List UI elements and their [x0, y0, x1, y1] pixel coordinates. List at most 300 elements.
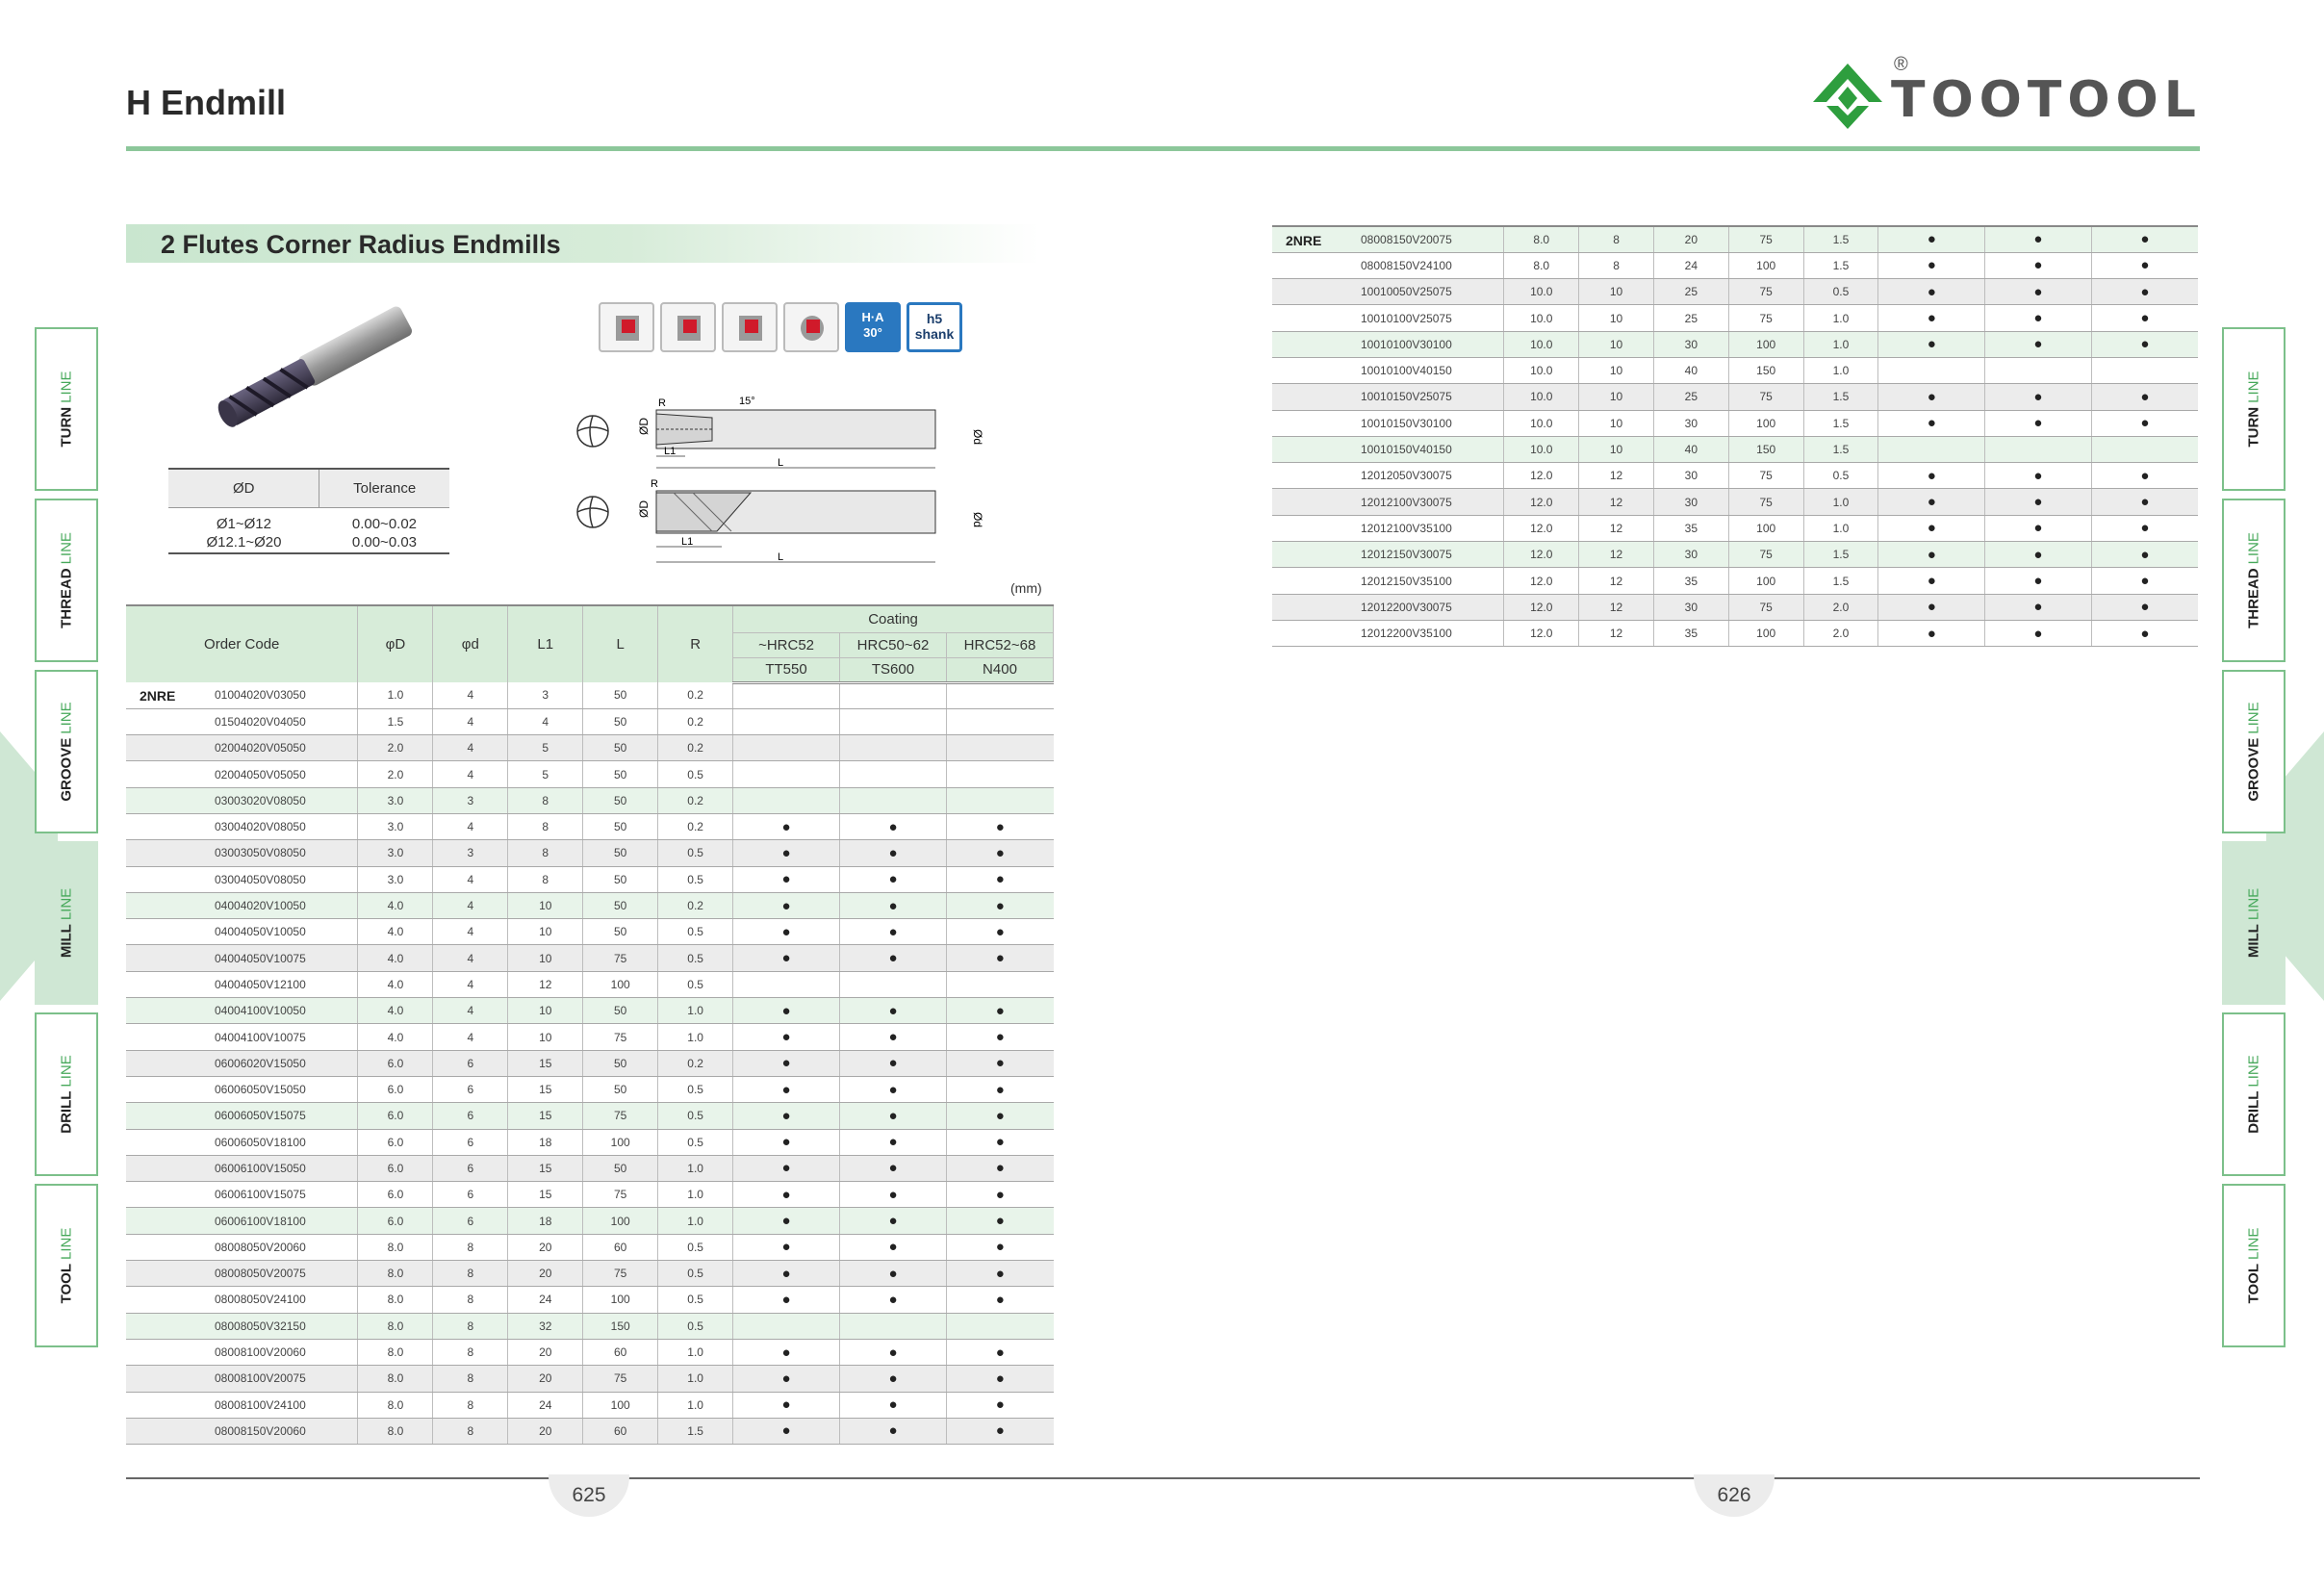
dimension-cell: 24 — [1653, 252, 1728, 278]
order-code-value: 02004020V05050 — [215, 741, 306, 756]
unit-label: (mm) — [1010, 580, 1042, 596]
availability-cell: ● — [946, 840, 1053, 866]
dimension-cell: 4 — [433, 971, 508, 997]
dimension-cell: 75 — [583, 1261, 658, 1287]
profiling-icon — [722, 302, 778, 352]
order-code-cell — [1272, 594, 1504, 620]
slotting-icon — [660, 302, 716, 352]
dimension-cell: 1.5 — [1803, 226, 1878, 252]
dimension-cell: 50 — [583, 892, 658, 918]
dimension-cell: 50 — [583, 998, 658, 1024]
availability-cell: ● — [840, 1076, 947, 1102]
availability-cell: ● — [1985, 515, 2092, 541]
order-code-value: 06006050V15050 — [215, 1083, 306, 1097]
availability-cell: ● — [733, 919, 840, 945]
order-code-cell — [1272, 226, 1504, 252]
order-code-value: 10010100V40150 — [1361, 364, 1452, 378]
dimension-cell: 15 — [508, 1182, 583, 1208]
availability-cell — [840, 708, 947, 734]
dimension-cell: 10 — [508, 998, 583, 1024]
table-row — [126, 998, 1054, 1024]
availability-cell: ● — [946, 1076, 1053, 1102]
table-row — [126, 1208, 1054, 1234]
header-hrc: HRC50~62 — [840, 632, 947, 657]
availability-cell: ● — [733, 892, 840, 918]
availability-cell: ● — [840, 998, 947, 1024]
tab-line: LINE — [58, 702, 75, 734]
availability-cell: ● — [733, 1076, 840, 1102]
dimension-cell: 5 — [508, 761, 583, 787]
dimension-cell: 50 — [583, 735, 658, 761]
availability-cell: ● — [840, 1366, 947, 1392]
dimension-cell: 8 — [433, 1287, 508, 1313]
availability-cell: ● — [733, 1155, 840, 1181]
availability-cell: ● — [840, 1339, 947, 1365]
availability-cell: ● — [840, 1208, 947, 1234]
dimension-cell: 10 — [508, 892, 583, 918]
dimension-cell: 8 — [433, 1261, 508, 1287]
dimension-cell: 100 — [1728, 331, 1803, 357]
dimension-cell: 8 — [433, 1313, 508, 1339]
order-code-cell — [126, 682, 358, 708]
availability-cell: ● — [1878, 568, 1985, 594]
availability-cell: ● — [840, 1155, 947, 1181]
availability-cell: ● — [840, 1103, 947, 1129]
page-number-right: 626 — [1694, 1474, 1775, 1517]
dimension-cell: 35 — [1653, 515, 1728, 541]
table-row — [126, 708, 1054, 734]
order-code-cell — [1272, 515, 1504, 541]
dimension-cell: 8 — [508, 787, 583, 813]
availability-cell — [733, 708, 840, 734]
tolerance-cell: Ø12.1~Ø20 — [168, 532, 319, 553]
availability-cell: ● — [946, 945, 1053, 971]
order-code-value: 08008050V24100 — [215, 1293, 306, 1307]
dimension-cell: 0.2 — [658, 813, 733, 839]
dimension-cell: 100 — [1728, 410, 1803, 436]
dimension-cell: 75 — [583, 945, 658, 971]
dimension-cell: 0.5 — [658, 761, 733, 787]
availability-cell: ● — [1985, 489, 2092, 515]
order-code-value: 04004050V10075 — [215, 951, 306, 965]
dimension-cell: 12 — [508, 971, 583, 997]
dimension-cell: 6 — [433, 1050, 508, 1076]
dimension-cell: 8.0 — [1504, 226, 1579, 252]
dimension-cell: 12.0 — [1504, 463, 1579, 489]
dimension-cell: 10.0 — [1504, 436, 1579, 462]
order-code-cell — [126, 735, 358, 761]
tab-name: MILL — [2245, 924, 2262, 959]
dimension-cell: 1.0 — [658, 1155, 733, 1181]
availability-cell: ● — [946, 866, 1053, 892]
footer-rule — [126, 1477, 2200, 1479]
dimension-cell: 0.5 — [658, 1129, 733, 1155]
spec-table-left — [126, 604, 1054, 1445]
title-rule — [126, 146, 2200, 151]
dimension-cell: 75 — [1728, 384, 1803, 410]
order-code-cell — [126, 1339, 358, 1365]
order-code-cell — [1272, 410, 1504, 436]
table-row — [1272, 515, 2198, 541]
table-row — [1272, 410, 2198, 436]
tab-drill-line[interactable] — [35, 1012, 98, 1176]
table-row — [126, 1234, 1054, 1260]
order-code-value: 04004050V10050 — [215, 925, 306, 939]
availability-cell — [1878, 357, 1985, 383]
availability-cell: ● — [2091, 489, 2198, 515]
tab-line: LINE — [58, 1227, 75, 1260]
dimension-cell: 0.5 — [658, 1076, 733, 1102]
dimension-cell: 100 — [583, 1208, 658, 1234]
dimension-cell: 75 — [1728, 542, 1803, 568]
radius-label: R — [658, 397, 666, 409]
order-code-value: 12012050V30075 — [1361, 469, 1452, 483]
dimension-cell: 8 — [433, 1366, 508, 1392]
table-row — [126, 1129, 1054, 1155]
dimension-cell: 100 — [1728, 568, 1803, 594]
order-code-cell — [126, 1418, 358, 1444]
availability-cell: ● — [733, 1392, 840, 1418]
availability-cell: ● — [733, 945, 840, 971]
phid-label-2: Ød — [971, 512, 984, 528]
dimension-cell: 30 — [1653, 463, 1728, 489]
dimension-cell: 8 — [508, 813, 583, 839]
order-code-cell — [126, 892, 358, 918]
dimension-cell: 0.2 — [658, 708, 733, 734]
table-row — [126, 971, 1054, 997]
dimension-cell: 10 — [1579, 436, 1654, 462]
dimension-cell: 5 — [508, 735, 583, 761]
dimension-cell: 75 — [583, 1103, 658, 1129]
brand-name: TOOTOOL — [1891, 71, 2202, 129]
order-code-value: 06006100V15050 — [215, 1161, 306, 1175]
tolerance-header-diameter: ØD — [168, 469, 319, 507]
order-code-cell — [126, 1129, 358, 1155]
availability-cell: ● — [733, 1050, 840, 1076]
dimension-cell: 1.0 — [658, 1182, 733, 1208]
dimension-cell: 10 — [508, 945, 583, 971]
dimension-cell: 12.0 — [1504, 489, 1579, 515]
dimension-cell: 12 — [1579, 463, 1654, 489]
order-code-value: 06006020V15050 — [215, 1056, 306, 1070]
availability-cell — [946, 787, 1053, 813]
table-row — [126, 1261, 1054, 1287]
dimension-cell: 6 — [433, 1076, 508, 1102]
order-code-cell — [126, 1366, 358, 1392]
availability-cell: ● — [1878, 620, 1985, 646]
dimension-cell: 35 — [1653, 568, 1728, 594]
order-code-value: 08008050V32150 — [215, 1319, 306, 1333]
tab-groove-line[interactable] — [35, 670, 98, 833]
dimension-cell: 10.0 — [1504, 357, 1579, 383]
order-code-value: 08008150V24100 — [1361, 258, 1452, 272]
availability-cell: ● — [733, 1182, 840, 1208]
dimension-cell: 40 — [1653, 436, 1728, 462]
dimension-cell: 75 — [583, 1024, 658, 1050]
table-row — [126, 1076, 1054, 1102]
header-grade: TT550 — [733, 657, 840, 682]
dimension-cell: 30 — [1653, 489, 1728, 515]
L1-label-2: L1 — [681, 536, 694, 548]
availability-cell: ● — [1878, 279, 1985, 305]
tab-name: MILL — [58, 924, 75, 959]
order-code-cell — [126, 1261, 358, 1287]
dimension-cell: 50 — [583, 682, 658, 708]
header-phid: φd — [433, 605, 508, 682]
dimension-cell: 75 — [1728, 489, 1803, 515]
order-code-value: 10010100V25075 — [1361, 311, 1452, 325]
dimension-cell: 35 — [1653, 620, 1728, 646]
order-code-value: 06006050V18100 — [215, 1135, 306, 1149]
dimension-cell: 10 — [1579, 305, 1654, 331]
availability-cell — [733, 971, 840, 997]
availability-cell — [733, 1313, 840, 1339]
order-code-value: 03003050V08050 — [215, 846, 306, 860]
dimension-cell: 8 — [433, 1392, 508, 1418]
table-row — [1272, 252, 2198, 278]
dimension-cell: 4 — [433, 761, 508, 787]
dimension-cell: 100 — [1728, 515, 1803, 541]
phiD-label: ØD — [637, 418, 651, 435]
helix-angle-icon — [845, 302, 901, 352]
dimension-cell: 10.0 — [1504, 384, 1579, 410]
availability-cell: ● — [2091, 515, 2198, 541]
tab-name: TOOL — [2245, 1263, 2262, 1304]
tab-name: TOOL — [58, 1263, 75, 1304]
dimension-cell: 8.0 — [358, 1313, 433, 1339]
dimension-cell: 12 — [1579, 620, 1654, 646]
order-code-cell — [126, 813, 358, 839]
dimension-cell: 0.5 — [658, 919, 733, 945]
availability-cell — [946, 971, 1053, 997]
dimension-cell: 4 — [433, 866, 508, 892]
dimension-cell: 0.5 — [658, 1287, 733, 1313]
availability-cell: ● — [840, 919, 947, 945]
dimension-cell: 2.0 — [1803, 594, 1878, 620]
L1-label: L1 — [664, 446, 677, 457]
tab-groove-line[interactable] — [2222, 670, 2286, 833]
availability-cell — [946, 735, 1053, 761]
dimension-cell: 50 — [583, 1076, 658, 1102]
table-row — [126, 787, 1054, 813]
tab-line: LINE — [58, 1055, 75, 1088]
dimension-cell: 20 — [508, 1418, 583, 1444]
dimension-cell: 12 — [1579, 515, 1654, 541]
dimension-cell: 0.2 — [658, 787, 733, 813]
table-row — [126, 1103, 1054, 1129]
dimension-cell: 100 — [1728, 620, 1803, 646]
tab-drill-line[interactable] — [2222, 1012, 2286, 1176]
dimension-cell: 0.5 — [1803, 463, 1878, 489]
dimension-cell: 4 — [508, 708, 583, 734]
side-tabs-left — [35, 327, 102, 1355]
tab-line: LINE — [2245, 702, 2262, 734]
dimension-cell: 3 — [433, 787, 508, 813]
table-row — [1272, 226, 2198, 252]
dimension-cell: 12 — [1579, 542, 1654, 568]
availability-cell: ● — [1985, 542, 2092, 568]
dimension-cell: 4 — [433, 813, 508, 839]
dimension-cell: 6.0 — [358, 1208, 433, 1234]
availability-cell: ● — [840, 1234, 947, 1260]
dimension-cell: 8.0 — [1504, 252, 1579, 278]
dimension-cell: 18 — [508, 1208, 583, 1234]
dimension-cell: 100 — [583, 971, 658, 997]
dimension-cell: 15 — [508, 1103, 583, 1129]
header-hrc: ~HRC52 — [733, 632, 840, 657]
availability-cell: ● — [2091, 305, 2198, 331]
availability-cell — [1878, 436, 1985, 462]
tab-name: TURN — [58, 406, 75, 448]
table-row — [1272, 542, 2198, 568]
tab-mill-line[interactable] — [2222, 841, 2286, 1005]
dimension-cell: 12.0 — [1504, 515, 1579, 541]
dimension-cell: 10 — [1579, 410, 1654, 436]
dimension-cell: 1.0 — [1803, 515, 1878, 541]
order-code-value: 12012150V30075 — [1361, 548, 1452, 562]
dimension-cell: 12.0 — [1504, 594, 1579, 620]
table-row — [126, 1182, 1054, 1208]
tab-name: GROOVE — [2245, 737, 2262, 802]
tab-mill-line[interactable] — [35, 841, 98, 1005]
dimension-cell: 25 — [1653, 279, 1728, 305]
order-code-value: 12012150V35100 — [1361, 574, 1452, 588]
dimension-cell: 15 — [508, 1076, 583, 1102]
availability-cell: ● — [946, 1261, 1053, 1287]
order-code-cell — [1272, 252, 1504, 278]
dimension-cell: 75 — [1728, 305, 1803, 331]
availability-cell: ● — [733, 840, 840, 866]
tab-turn-line[interactable] — [2222, 327, 2286, 491]
order-code-prefix: 2NRE — [1286, 232, 1322, 248]
tab-tool-line[interactable] — [2222, 1184, 2286, 1347]
availability-cell — [840, 735, 947, 761]
tab-name: DRILL — [2245, 1090, 2262, 1134]
dimension-cell: 6 — [433, 1103, 508, 1129]
dimension-cell: 6.0 — [358, 1050, 433, 1076]
table-row — [126, 945, 1054, 971]
order-code-value: 03003020V08050 — [215, 793, 306, 807]
tab-line: LINE — [58, 371, 75, 403]
tab-thread-line[interactable] — [35, 499, 98, 662]
availability-cell: ● — [946, 1155, 1053, 1181]
table-row — [1272, 489, 2198, 515]
dimension-cell: 6.0 — [358, 1182, 433, 1208]
dimension-cell: 6.0 — [358, 1155, 433, 1181]
dimension-cell: 1.0 — [658, 1366, 733, 1392]
order-code-value: 12012100V35100 — [1361, 521, 1452, 535]
table-row — [126, 892, 1054, 918]
dimension-cell: 50 — [583, 1155, 658, 1181]
dimension-cell: 1.0 — [1803, 357, 1878, 383]
dimension-cell: 50 — [583, 787, 658, 813]
order-code-value: 12012200V35100 — [1361, 627, 1452, 641]
availability-cell: ● — [840, 1418, 947, 1444]
dimension-cell: 0.5 — [658, 945, 733, 971]
shank-label: shank — [914, 326, 955, 342]
tolerance-cell: 0.00~0.03 — [319, 532, 449, 553]
table-row — [126, 1339, 1054, 1365]
helix-label: H·A — [861, 310, 884, 324]
availability-cell — [840, 787, 947, 813]
table-row — [126, 840, 1054, 866]
dimension-cell: 8 — [508, 866, 583, 892]
availability-cell: ● — [946, 1129, 1053, 1155]
dimension-cell: 50 — [583, 840, 658, 866]
availability-cell: ● — [840, 945, 947, 971]
dimension-cell: 30 — [1653, 410, 1728, 436]
dimension-cell: 2.0 — [358, 735, 433, 761]
order-code-cell — [126, 998, 358, 1024]
dimension-cell: 1.0 — [358, 682, 433, 708]
dimension-cell: 0.2 — [658, 682, 733, 708]
dimension-cell: 8.0 — [358, 1366, 433, 1392]
availability-cell: ● — [840, 840, 947, 866]
dimension-cell: 10.0 — [1504, 305, 1579, 331]
table-row — [126, 866, 1054, 892]
availability-cell: ● — [2091, 279, 2198, 305]
dimension-cell: 25 — [1653, 384, 1728, 410]
tolerance-table — [168, 468, 449, 554]
dimension-cell: 60 — [583, 1339, 658, 1365]
availability-cell: ● — [840, 1050, 947, 1076]
dimension-cell: 1.0 — [658, 1024, 733, 1050]
order-code-cell — [1272, 542, 1504, 568]
dimension-cell: 4.0 — [358, 919, 433, 945]
order-code-cell — [1272, 489, 1504, 515]
dimension-cell: 32 — [508, 1313, 583, 1339]
dimension-cell: 3.0 — [358, 866, 433, 892]
dimension-cell: 75 — [1728, 279, 1803, 305]
dimension-cell: 1.0 — [658, 1392, 733, 1418]
availability-cell: ● — [946, 998, 1053, 1024]
tab-turn-line[interactable] — [35, 327, 98, 491]
L-label: L — [778, 457, 784, 469]
table-row — [1272, 594, 2198, 620]
spec-table-right-body — [1272, 226, 2198, 647]
order-code-prefix: 2NRE — [140, 688, 176, 704]
table-row — [1272, 279, 2198, 305]
dimension-cell: 6 — [433, 1155, 508, 1181]
availability-cell: ● — [946, 1103, 1053, 1129]
section-title: 2 Flutes Corner Radius Endmills — [161, 230, 561, 259]
availability-cell: ● — [733, 1234, 840, 1260]
dimension-cell: 24 — [508, 1287, 583, 1313]
dimension-cell: 0.2 — [658, 892, 733, 918]
dimension-cell: 30 — [1653, 542, 1728, 568]
dimension-cell: 6 — [433, 1208, 508, 1234]
availability-cell: ● — [2091, 410, 2198, 436]
radius-label-2: R — [651, 478, 658, 490]
availability-cell: ● — [733, 1208, 840, 1234]
tab-tool-line[interactable] — [35, 1184, 98, 1347]
tab-thread-line[interactable] — [2222, 499, 2286, 662]
shank-tolerance: h5 — [926, 311, 943, 326]
dimension-cell: 10 — [1579, 384, 1654, 410]
order-code-value: 02004050V05050 — [215, 767, 306, 781]
shoulder-milling-icon — [599, 302, 654, 352]
order-code-value: 06006100V15075 — [215, 1188, 306, 1202]
header-grade: N400 — [946, 657, 1053, 682]
table-row — [1272, 568, 2198, 594]
order-code-cell — [126, 787, 358, 813]
availability-cell: ● — [946, 813, 1053, 839]
dimension-cell: 18 — [508, 1129, 583, 1155]
dimension-cell: 50 — [583, 813, 658, 839]
dimension-cell: 4.0 — [358, 971, 433, 997]
availability-cell: ● — [840, 866, 947, 892]
availability-cell: ● — [2091, 568, 2198, 594]
